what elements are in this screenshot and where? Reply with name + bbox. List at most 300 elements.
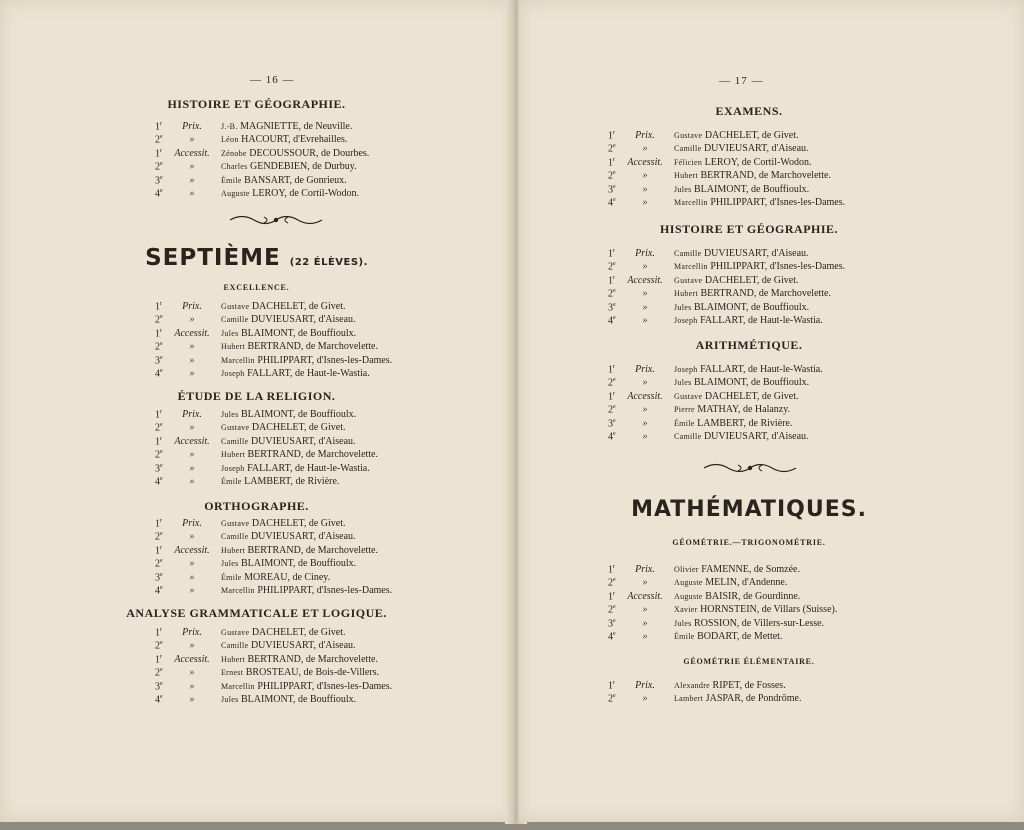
recipient bbox=[221, 175, 347, 186]
first-name: Xavier bbox=[674, 605, 698, 615]
section-title-arithmetique: ARITHMÉTIQUE. bbox=[695, 338, 803, 352]
hometown: , de Villars (Suisse). bbox=[756, 604, 838, 616]
first-name: Émile bbox=[221, 572, 242, 582]
hometown: , de Haut-le-Wastia. bbox=[743, 364, 823, 375]
rank-number: 2 bbox=[608, 577, 613, 589]
recipient bbox=[674, 248, 809, 259]
rank-number: 2 bbox=[155, 161, 160, 173]
hometown: , de Bouffioulx. bbox=[293, 327, 357, 339]
rank-number: 2 bbox=[155, 558, 160, 570]
award-type: » bbox=[642, 301, 648, 313]
first-name: Joseph bbox=[221, 368, 245, 378]
rank-suffix: e bbox=[613, 261, 616, 268]
recipient bbox=[674, 377, 809, 388]
last-name: BAISIR bbox=[705, 590, 739, 602]
recipient bbox=[221, 368, 370, 379]
rank-suffix: e bbox=[160, 367, 163, 374]
rank-suffix: e bbox=[160, 187, 163, 194]
rank-number: 1 bbox=[155, 654, 160, 666]
last-name: DACHELET bbox=[704, 274, 757, 286]
rank-number: 3 bbox=[155, 462, 160, 474]
last-name: FAMENNE bbox=[701, 564, 749, 575]
hometown: , de Bouffioulx. bbox=[293, 693, 357, 705]
last-name: RIPET bbox=[712, 680, 740, 691]
last-name: PHILIPPART bbox=[710, 196, 765, 208]
rank bbox=[155, 422, 163, 433]
first-name: Camille bbox=[221, 641, 249, 651]
hometown: , de Givet. bbox=[303, 518, 346, 529]
rank-number: 3 bbox=[155, 174, 160, 186]
rank bbox=[155, 121, 162, 132]
rank bbox=[155, 436, 162, 447]
award-type: » bbox=[189, 367, 195, 379]
award-type: Prix. bbox=[182, 518, 202, 529]
hometown: , de Somzée. bbox=[748, 564, 800, 575]
recipient bbox=[221, 585, 392, 596]
hometown: , de Bouffioulx. bbox=[746, 377, 810, 389]
hometown: , de Bouffioulx. bbox=[746, 183, 810, 195]
recipient bbox=[674, 315, 823, 326]
rank-suffix: r bbox=[160, 147, 162, 154]
first-name: Gustave bbox=[674, 275, 703, 285]
last-name: DUVIEUSART bbox=[703, 143, 767, 155]
rank-suffix: e bbox=[160, 693, 163, 700]
rank bbox=[155, 463, 163, 474]
rank bbox=[155, 148, 162, 159]
award-type: Accessit. bbox=[627, 390, 663, 402]
award-type: » bbox=[642, 693, 648, 705]
award-type: » bbox=[642, 630, 648, 642]
section-title-orthographe: ORTHOGRAPHE. bbox=[204, 499, 309, 513]
rank-number: 4 bbox=[608, 631, 613, 643]
hometown: , d'Aiseau. bbox=[766, 430, 809, 442]
hometown: , d'Isnes-les-Dames. bbox=[311, 354, 393, 366]
rank-number: 3 bbox=[155, 680, 160, 692]
award-type: » bbox=[642, 143, 648, 155]
last-name: DACHELET bbox=[251, 627, 304, 638]
hometown: , de Durbuy. bbox=[307, 161, 357, 173]
rank-suffix: e bbox=[160, 354, 163, 361]
rank-suffix: e bbox=[613, 404, 616, 411]
hometown: , de Haut-le-Wastia. bbox=[290, 367, 370, 379]
last-name: DUVIEUSART bbox=[250, 314, 314, 326]
first-name: Camille bbox=[674, 249, 702, 258]
recipient bbox=[221, 161, 357, 172]
first-name: Hubert bbox=[221, 545, 246, 555]
last-name: HACOURT bbox=[241, 134, 289, 146]
first-name: Léon bbox=[221, 135, 239, 145]
award-type: Prix. bbox=[182, 409, 202, 420]
hometown: , de Neuville. bbox=[298, 121, 353, 132]
award-type: » bbox=[642, 196, 648, 208]
rank-number: 3 bbox=[155, 354, 160, 366]
last-name: BERTRAND bbox=[247, 341, 301, 353]
hometown: , de Marchovelette. bbox=[300, 544, 378, 556]
hometown: , de Marchovelette. bbox=[300, 449, 378, 461]
hometown: , d'Aiseau. bbox=[766, 143, 809, 155]
last-name: BLAIMONT bbox=[241, 327, 294, 339]
hometown: , de Givet. bbox=[756, 274, 799, 286]
rank-suffix: e bbox=[160, 314, 163, 321]
last-name: BLAIMONT bbox=[241, 558, 294, 570]
page-16 bbox=[0, 0, 513, 822]
rank-suffix: e bbox=[160, 584, 163, 591]
rank-suffix: e bbox=[160, 680, 163, 687]
rank-suffix: e bbox=[160, 558, 163, 565]
last-name: FALLART bbox=[700, 364, 743, 375]
rank-suffix: r bbox=[160, 435, 162, 442]
rank-number: 2 bbox=[155, 640, 160, 652]
recipient bbox=[221, 314, 356, 325]
first-name: Camille bbox=[674, 144, 702, 154]
award-type: » bbox=[189, 640, 195, 652]
last-name: BERTRAND bbox=[247, 544, 301, 556]
first-name: Émile bbox=[221, 175, 242, 185]
hometown: , de Marchovelette. bbox=[753, 288, 831, 300]
rank bbox=[608, 564, 615, 575]
recipient bbox=[674, 275, 799, 286]
hometown: , d'Aiseau. bbox=[313, 314, 356, 326]
last-name: MELIN bbox=[705, 577, 737, 589]
rank-suffix: e bbox=[160, 134, 163, 141]
hometown: , d'Aiseau. bbox=[313, 435, 356, 447]
first-name: Hubert bbox=[221, 450, 246, 460]
hometown: , de Cortil-Wodon. bbox=[284, 187, 360, 199]
hometown: , de Bouffioulx. bbox=[293, 558, 357, 570]
hometown: , de Mettet. bbox=[736, 630, 783, 642]
rank-suffix: r bbox=[613, 564, 615, 570]
last-name: DACHELET bbox=[704, 390, 757, 402]
class-name: SEPTIÈME bbox=[145, 245, 281, 271]
rank-suffix: e bbox=[613, 314, 616, 321]
recipient bbox=[221, 558, 356, 569]
award-type: » bbox=[189, 680, 195, 692]
recipient bbox=[221, 694, 356, 705]
last-name: BODART bbox=[697, 630, 737, 642]
first-name: Camille bbox=[221, 315, 249, 325]
award-type: » bbox=[642, 404, 648, 416]
first-name: Gustave bbox=[674, 391, 703, 401]
last-name: DACHELET bbox=[251, 422, 304, 434]
award-type: Prix. bbox=[635, 680, 655, 691]
rank bbox=[608, 143, 616, 154]
rank bbox=[155, 531, 163, 542]
hometown: , de Halanzy. bbox=[737, 404, 791, 416]
first-name: Jules bbox=[674, 378, 692, 388]
recipient bbox=[221, 341, 378, 352]
rank-suffix: e bbox=[160, 174, 163, 181]
rank-suffix: e bbox=[160, 449, 163, 456]
recipient bbox=[674, 404, 790, 415]
award-type: » bbox=[189, 667, 195, 679]
last-name: LEROY bbox=[704, 156, 737, 168]
rank-number: 1 bbox=[608, 680, 613, 692]
rank-number: 1 bbox=[155, 121, 160, 133]
rank-suffix: r bbox=[160, 544, 162, 551]
rank-number: 1 bbox=[155, 436, 160, 448]
rank-suffix: r bbox=[160, 327, 162, 334]
rank bbox=[155, 681, 163, 692]
rank bbox=[608, 302, 616, 313]
rank-suffix: e bbox=[613, 417, 616, 424]
recipient bbox=[221, 422, 346, 433]
first-name: J.-B. bbox=[221, 122, 238, 131]
class-count: (22 ÉLÈVES). bbox=[289, 257, 368, 268]
recipient bbox=[674, 261, 845, 272]
first-name: Pierre bbox=[674, 405, 695, 415]
rank-number: 3 bbox=[608, 617, 613, 629]
first-name: Joseph bbox=[674, 365, 698, 374]
rank-number: 3 bbox=[608, 183, 613, 195]
rank-suffix: e bbox=[613, 630, 616, 637]
rank-number: 1 bbox=[608, 248, 613, 260]
rank-suffix: e bbox=[613, 301, 616, 308]
award-type: Accessit. bbox=[627, 590, 663, 602]
first-name: Camille bbox=[221, 436, 249, 446]
hometown: , de Dourbes. bbox=[315, 147, 370, 159]
section-title-mathematiques: MATHÉMATIQUES. bbox=[631, 497, 867, 522]
hometown: , d'Aiseau. bbox=[766, 248, 809, 259]
first-name: Émile bbox=[221, 476, 242, 486]
first-name: Camille bbox=[221, 532, 249, 542]
rank-suffix: e bbox=[613, 143, 616, 150]
award-type: » bbox=[642, 314, 648, 326]
rank bbox=[155, 134, 163, 145]
recipient bbox=[674, 431, 809, 442]
first-name: Jules bbox=[221, 694, 239, 704]
hometown: , de Givet. bbox=[303, 627, 346, 638]
recipient bbox=[221, 627, 346, 638]
rank-suffix: e bbox=[613, 430, 616, 437]
award-type: » bbox=[642, 604, 648, 616]
recipient bbox=[674, 418, 792, 429]
rank-number: 4 bbox=[155, 585, 160, 597]
recipient bbox=[221, 409, 356, 420]
rank-suffix: e bbox=[613, 288, 616, 295]
rank bbox=[155, 449, 163, 460]
first-name: Marcellin bbox=[221, 355, 255, 365]
hometown: , de Haut-le-Wastia. bbox=[743, 314, 823, 326]
award-type: » bbox=[642, 417, 648, 429]
recipient bbox=[221, 518, 346, 529]
rank bbox=[155, 161, 163, 172]
rank-number: 3 bbox=[608, 417, 613, 429]
first-name: Ernest bbox=[221, 668, 244, 678]
rank bbox=[155, 545, 162, 556]
rank-suffix: e bbox=[160, 422, 163, 429]
first-name: Félicien bbox=[674, 157, 703, 167]
rank bbox=[155, 627, 162, 638]
recipient bbox=[674, 618, 824, 629]
award-type: » bbox=[189, 314, 195, 326]
hometown: , d'Aiseau. bbox=[313, 640, 356, 652]
last-name: FALLART bbox=[247, 367, 290, 379]
hometown: , de Bouffioulx. bbox=[746, 301, 810, 313]
first-name: Gustave bbox=[221, 302, 250, 311]
rank bbox=[155, 314, 163, 325]
first-name: Zénobe bbox=[221, 148, 247, 158]
award-type: Prix. bbox=[635, 130, 655, 141]
rank-suffix: r bbox=[613, 156, 615, 163]
rank-suffix: e bbox=[613, 617, 616, 624]
hometown: , de Marchovelette. bbox=[300, 341, 378, 353]
award-type: » bbox=[189, 187, 195, 199]
award-type: Prix. bbox=[182, 121, 202, 132]
hometown: , de Marchovelette. bbox=[300, 653, 378, 665]
award-type: Prix. bbox=[635, 364, 655, 375]
first-name: Charles bbox=[221, 162, 248, 172]
hometown: , de Villers-sur-Lesse. bbox=[736, 617, 825, 629]
award-type: Prix. bbox=[182, 627, 202, 638]
rank-number: 2 bbox=[608, 170, 613, 182]
last-name: DUVIEUSART bbox=[250, 435, 314, 447]
rank-suffix: r bbox=[613, 680, 615, 686]
first-name: Émile bbox=[674, 631, 695, 641]
rank bbox=[155, 654, 162, 665]
rank-suffix: r bbox=[613, 130, 615, 136]
award-type: » bbox=[642, 261, 648, 273]
last-name: DUVIEUSART bbox=[250, 531, 314, 543]
section-title-geometrie-elementaire: GÉOMÉTRIE ÉLÉMENTAIRE. bbox=[683, 657, 815, 666]
last-name: PHILIPPART bbox=[257, 354, 312, 366]
rank-number: 1 bbox=[608, 157, 613, 169]
rank bbox=[608, 391, 615, 402]
award-type: Accessit. bbox=[174, 653, 210, 665]
rank bbox=[608, 631, 616, 642]
last-name: MATHAY bbox=[697, 404, 738, 416]
last-name: BANSART bbox=[244, 174, 290, 186]
last-name: DACHELET bbox=[251, 518, 304, 529]
rank-number: 1 bbox=[155, 627, 160, 639]
recipient bbox=[221, 654, 378, 665]
rank-number: 1 bbox=[155, 409, 160, 421]
section-title-religion: ÉTUDE DE LA RELIGION. bbox=[177, 389, 336, 403]
rank bbox=[155, 640, 163, 651]
rank-number: 3 bbox=[155, 571, 160, 583]
recipient bbox=[221, 121, 352, 132]
last-name: MAGNIETTE bbox=[240, 121, 299, 132]
first-name: Olivier bbox=[674, 565, 699, 574]
first-name: Auguste bbox=[674, 578, 703, 588]
last-name: BERTRAND bbox=[700, 288, 754, 300]
rank-suffix: r bbox=[160, 627, 162, 633]
hometown: , de Bouffioulx. bbox=[293, 409, 357, 420]
hometown: , de Marchovelette. bbox=[753, 170, 831, 182]
hometown: , de Haut-le-Wastia. bbox=[290, 462, 370, 474]
rank-number: 4 bbox=[155, 694, 160, 706]
rank-suffix: e bbox=[613, 377, 616, 384]
hometown: , d'Isnes-les-Dames. bbox=[764, 196, 846, 208]
rank-suffix: e bbox=[160, 571, 163, 578]
award-type: » bbox=[642, 377, 648, 389]
first-name: Gustave bbox=[674, 131, 703, 140]
first-name: Auguste bbox=[221, 188, 250, 198]
rank-number: 2 bbox=[155, 341, 160, 353]
rank bbox=[155, 694, 163, 705]
rank-suffix: e bbox=[613, 693, 616, 700]
recipient bbox=[221, 148, 369, 159]
hometown: , de Bois-de-Villers. bbox=[298, 667, 380, 679]
page-number: — 17 — bbox=[719, 75, 764, 87]
rank-suffix: e bbox=[160, 341, 163, 348]
section-title-geometrie-trigonometrie: GÉOMÉTRIE.—TRIGONOMÉTRIE. bbox=[672, 538, 826, 547]
first-name: Jules bbox=[221, 410, 239, 419]
section-title-histoire: HISTOIRE ET GÉOGRAPHIE. bbox=[167, 97, 346, 111]
rank-number: 2 bbox=[608, 143, 613, 155]
last-name: PHILIPPART bbox=[257, 680, 312, 692]
first-name: Hubert bbox=[674, 289, 699, 299]
rank bbox=[155, 585, 163, 596]
recipient bbox=[674, 577, 787, 588]
rank-number: 2 bbox=[608, 288, 613, 300]
award-type: » bbox=[642, 617, 648, 629]
last-name: DUVIEUSART bbox=[250, 640, 314, 652]
award-type: » bbox=[189, 161, 195, 173]
rank-number: 1 bbox=[155, 301, 160, 313]
rank bbox=[608, 275, 615, 286]
award-type: » bbox=[189, 475, 195, 487]
rank-suffix: e bbox=[613, 170, 616, 177]
award-type: Accessit. bbox=[174, 147, 210, 159]
first-name: Hubert bbox=[221, 342, 246, 352]
rank bbox=[608, 364, 615, 375]
rank-suffix: r bbox=[613, 248, 615, 254]
ornament-divider bbox=[702, 461, 798, 475]
last-name: BLAIMONT bbox=[694, 377, 747, 389]
first-name: Jules bbox=[221, 328, 239, 338]
award-type: » bbox=[189, 693, 195, 705]
rank bbox=[608, 577, 616, 588]
recipient bbox=[674, 364, 823, 375]
award-type: » bbox=[642, 170, 648, 182]
award-type: » bbox=[189, 354, 195, 366]
recipient bbox=[221, 545, 378, 556]
award-type: » bbox=[189, 462, 195, 474]
award-type: » bbox=[189, 571, 195, 583]
last-name: DUVIEUSART bbox=[703, 430, 767, 442]
award-type: Accessit. bbox=[174, 544, 210, 556]
rank-number: 4 bbox=[608, 197, 613, 209]
first-name: Alexandre bbox=[674, 681, 711, 690]
last-name: BLAIMONT bbox=[241, 693, 294, 705]
first-name: Jules bbox=[674, 302, 692, 312]
hometown: , de Givet. bbox=[303, 301, 346, 312]
rank-number: 1 bbox=[608, 275, 613, 287]
rank-number: 2 bbox=[155, 314, 160, 326]
award-type: » bbox=[189, 449, 195, 461]
recipient bbox=[674, 130, 799, 141]
rank bbox=[608, 315, 616, 326]
rank-number: 4 bbox=[155, 368, 160, 380]
last-name: DECOUSSOUR bbox=[249, 147, 316, 159]
first-name: Hubert bbox=[221, 654, 246, 664]
rank bbox=[608, 197, 616, 208]
rank bbox=[155, 355, 163, 366]
rank-suffix: r bbox=[613, 390, 615, 397]
last-name: ROSSION bbox=[694, 617, 737, 629]
rank-suffix: e bbox=[160, 161, 163, 168]
rank-suffix: e bbox=[613, 196, 616, 203]
rank bbox=[155, 558, 163, 569]
last-name: BLAIMONT bbox=[694, 301, 747, 313]
award-type: » bbox=[642, 430, 648, 442]
rank-number: 2 bbox=[608, 261, 613, 273]
rank-suffix: e bbox=[160, 462, 163, 469]
rank-number: 1 bbox=[608, 391, 613, 403]
last-name: BERTRAND bbox=[247, 449, 301, 461]
first-name: Marcellin bbox=[674, 197, 708, 207]
rank-suffix: e bbox=[160, 640, 163, 647]
